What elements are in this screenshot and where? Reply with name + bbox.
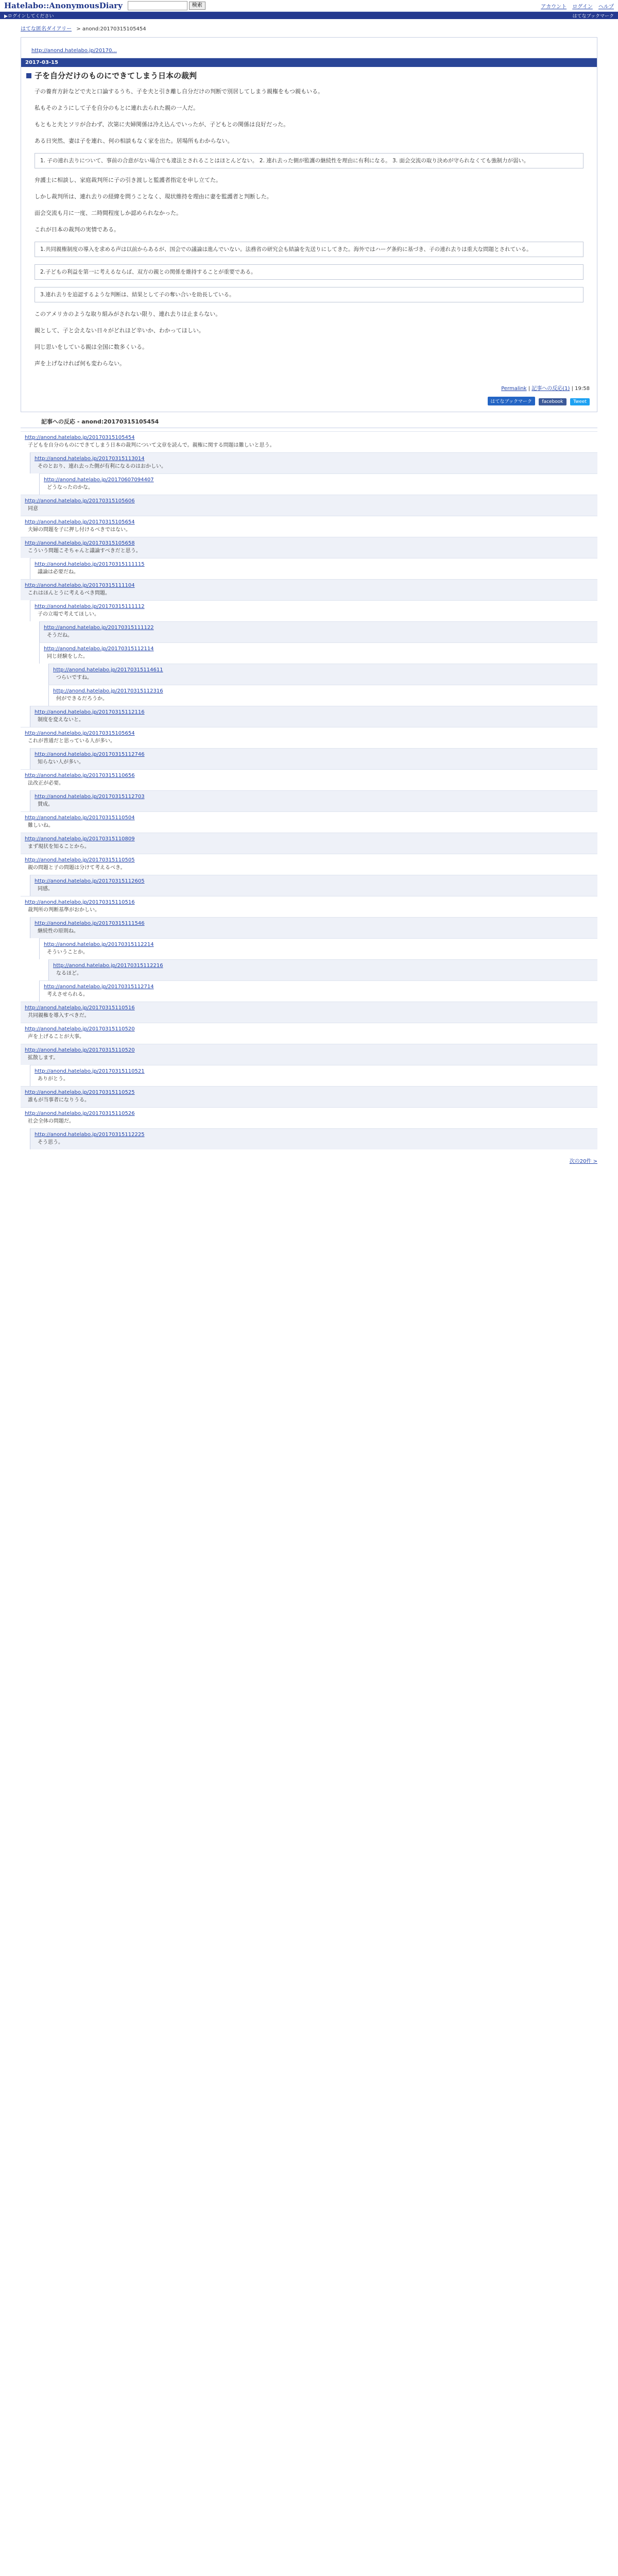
reference-url-link[interactable]: http://anond.hatelabo.jp/20170315112714 — [44, 984, 154, 990]
reference-url-link[interactable]: http://anond.hatelabo.jp/20170315112605 — [35, 878, 145, 884]
bookmark-link[interactable]: はてなブックマーク — [572, 13, 614, 19]
reference-text: これが普通だと思っている人が多い。 — [28, 738, 115, 744]
reference-text: 子どもを自分のものにできてしまう日本の裁判について文章を読んで。親権に関する問題は難しいと思う。 — [28, 443, 275, 448]
quote-box: 2.子どもの利益を第一に考えるならば、双方の親との関係を維持することが重要である。 — [35, 264, 583, 280]
reference-url-link[interactable]: http://anond.hatelabo.jp/20170315112225 — [35, 1132, 145, 1138]
reference-url-link[interactable]: http://anond.hatelabo.jp/20170607094407 — [44, 477, 154, 483]
reference-url-link[interactable]: http://anond.hatelabo.jp/20170315113014 — [35, 456, 145, 462]
reference-text: 親の問題と子の問題は分けて考えるべき。 — [28, 865, 126, 871]
reference-item — [21, 579, 597, 600]
reference-text: まず現状を知ることから。 — [28, 844, 90, 850]
reference-text: 同意 — [28, 506, 38, 512]
reference-item — [30, 452, 597, 473]
reference-item — [30, 748, 597, 769]
body-paragraph: 子の養育方針などで夫と口論するうち、子を夫と引き離し自分だけの判断で別居してしまう親権をもつ親もいる。 — [35, 88, 323, 95]
quote-box: 1.共同親権制度の導入を求める声は以前からあるが、国会での議論は進んでいない。法務省の研究会も結論を先送りにしてきた。海外ではハーグ条約に基づき、子の連れ去りは重大な問題とされている。 — [35, 242, 583, 257]
reference-text: つらいですね。 — [56, 675, 92, 681]
breadcrumb: はてな匿名ダイアリー > anond:20170315105454 — [21, 26, 146, 32]
body-paragraph: しかし裁判所は、連れ去りの経緯を問うことなく、現状維持を理由に妻を監護者と判断した。 — [35, 193, 272, 200]
closing-paragraph: 同じ思いをしている親は全国に数多くいる。 — [35, 344, 148, 350]
quote-box: 1. 子の連れ去りについて、事前の合意がない場合でも違法とされることはほとんどない。 2. 連れ去った側が監護の継続性を理由に有利になる。 3. 面会交流の取り決めが守られなくても強制力が弱い。 — [35, 153, 583, 168]
reference-item — [21, 854, 597, 875]
reference-url-link[interactable]: http://anond.hatelabo.jp/20170315112746 — [35, 752, 145, 757]
breadcrumb-current: anond:20170315105454 — [82, 26, 146, 32]
body-paragraph: もともと夫とソリが合わず、次第に夫婦関係は冷え込んでいったが、子どもとの関係は良好だった。 — [35, 121, 289, 128]
reference-url-link[interactable]: http://anond.hatelabo.jp/20170315111112 — [35, 604, 145, 609]
entry-body — [21, 83, 597, 381]
login-prompt[interactable]: ▶ログインしてください — [4, 13, 54, 19]
body-paragraph: 弁護士に相談し、家庭裁判所に子の引き渡しと監護者指定を申し立てた。 — [35, 177, 221, 183]
reference-item — [21, 495, 597, 516]
reference-item — [21, 537, 597, 558]
reference-text: 共同親権を導入すべきだ。 — [28, 1013, 90, 1019]
reference-url-link[interactable]: http://anond.hatelabo.jp/20170315112214 — [44, 942, 154, 947]
reference-item — [21, 516, 597, 537]
reference-text: そう思う。 — [38, 1140, 63, 1145]
reference-item — [39, 621, 597, 642]
reference-url-link[interactable]: http://anond.hatelabo.jp/20170315105658 — [25, 540, 135, 546]
reference-url-link[interactable]: http://anond.hatelabo.jp/20170315110526 — [25, 1111, 135, 1116]
reference-url-link[interactable]: http://anond.hatelabo.jp/20170315110520 — [25, 1026, 135, 1032]
hatena-bookmark-button[interactable]: はてなブックマーク — [488, 397, 535, 405]
reference-item — [30, 790, 597, 811]
header-links — [537, 2, 614, 10]
reference-item — [21, 769, 597, 790]
next-page-link[interactable]: 次の20件 > — [569, 1159, 597, 1164]
reference-text: 同じ経験をした。 — [47, 654, 88, 659]
reference-text: どうなったのかな。 — [47, 485, 93, 490]
reference-url-link[interactable]: http://anond.hatelabo.jp/20170315110809 — [25, 836, 135, 842]
reference-item — [30, 917, 597, 938]
reference-text: 継続性の原則ね。 — [38, 928, 79, 934]
share-buttons — [21, 396, 597, 412]
reference-text: 拡散します。 — [28, 1055, 59, 1061]
reference-url-link[interactable]: http://anond.hatelabo.jp/20170315112316 — [53, 688, 163, 694]
entry-container — [21, 37, 597, 412]
reference-item — [30, 600, 597, 621]
title-square-icon — [26, 73, 31, 78]
reference-item — [21, 1086, 597, 1107]
reference-text: 賛成。 — [38, 802, 53, 807]
tweet-button[interactable]: Tweet — [570, 398, 590, 405]
closing-paragraph: 声を上げなければ何も変わらない。 — [35, 360, 125, 367]
reference-item — [39, 642, 597, 664]
reference-item — [21, 1002, 597, 1023]
reference-url-link[interactable]: http://anond.hatelabo.jp/20170315111122 — [44, 625, 154, 631]
entry-title[interactable] — [26, 70, 592, 81]
body-paragraph: ある日突然、妻は子を連れ、何の相談もなく家を出た。居場所もわからない。 — [35, 138, 233, 144]
reference-url-link[interactable]: http://anond.hatelabo.jp/20170315110520 — [25, 1047, 135, 1053]
reference-item — [21, 727, 597, 748]
search-button[interactable]: 検索 — [189, 2, 205, 10]
reference-text: 裁判所の判断基準がおかしい。 — [28, 907, 100, 913]
reference-url-link[interactable]: http://anond.hatelabo.jp/20170315112703 — [35, 794, 145, 800]
reference-text: 誰もが当事者になりうる。 — [28, 1097, 90, 1103]
reference-url-link[interactable]: http://anond.hatelabo.jp/20170315110516 — [25, 900, 135, 905]
reference-text: 声を上げることが大事。 — [28, 1034, 84, 1040]
reference-url-link[interactable]: http://anond.hatelabo.jp/20170315110504 — [25, 815, 135, 821]
reference-item — [39, 938, 597, 959]
reference-text: こういう問題こそちゃんと議論すべきだと思う。 — [28, 548, 141, 554]
reference-url-link[interactable]: http://anond.hatelabo.jp/20170315110525 — [25, 1090, 135, 1095]
entry-time: 19:58 — [575, 386, 590, 392]
reference-item — [21, 1107, 597, 1128]
reference-text: ありがとう。 — [38, 1076, 68, 1082]
reference-url-link[interactable]: http://anond.hatelabo.jp/20170315110516 — [25, 1005, 135, 1011]
reference-item — [48, 664, 597, 685]
reference-item — [30, 875, 597, 896]
reference-item — [21, 1044, 597, 1065]
closing-paragraph: このアメリカのような取り組みがされない限り、連れ去りは止まらない。 — [35, 311, 221, 317]
reference-item — [48, 685, 597, 706]
reference-text: 社会全体の問題だ。 — [28, 1118, 74, 1124]
reference-item — [30, 558, 597, 579]
reference-url-link[interactable]: http://anond.hatelabo.jp/20170315110656 — [25, 773, 135, 778]
reference-url-link[interactable]: http://anond.hatelabo.jp/20170315111546 — [35, 921, 145, 926]
reference-text: 子の立場で考えてほしい。 — [38, 612, 99, 617]
pager — [21, 1157, 597, 1164]
closing-paragraph: 親として、子と会えない日々がどれほど辛いか、わかってほしい。 — [35, 327, 204, 334]
reference-text: なるほど。 — [56, 971, 82, 976]
sub-navigation — [0, 12, 618, 19]
reference-url-link[interactable]: http://anond.hatelabo.jp/20170315112216 — [53, 963, 163, 969]
entry-title-text: 子を自分だけのものにできてしまう日本の裁判 — [35, 71, 197, 80]
reference-url-link[interactable]: http://anond.hatelabo.jp/20170315111115 — [35, 562, 145, 567]
reference-text: 夫婦の問題を子に押し付けるべきではない。 — [28, 527, 131, 533]
search-input[interactable] — [128, 1, 187, 10]
reference-item — [48, 959, 597, 980]
reference-text: そうだね。 — [47, 633, 73, 638]
reference-item — [39, 980, 597, 1002]
reference-item — [21, 896, 597, 917]
entry-date: 2017-03-15 — [21, 58, 597, 67]
reference-item — [21, 811, 597, 833]
references-list — [21, 428, 597, 1153]
breadcrumb-home[interactable]: はてな匿名ダイアリー — [21, 26, 72, 32]
site-header — [0, 0, 618, 12]
entry-url-link[interactable]: http://anond.hatelabo.jp/20170... — [31, 48, 117, 54]
reference-url-link[interactable]: http://anond.hatelabo.jp/20170315112116 — [35, 709, 145, 715]
reference-item — [21, 833, 597, 854]
comments-link[interactable]: 記事への反応(1) — [531, 386, 570, 392]
reference-item — [30, 1065, 597, 1086]
reference-url-link[interactable]: http://anond.hatelabo.jp/20170315110505 — [25, 857, 135, 863]
help-link[interactable]: ヘルプ — [598, 4, 614, 10]
entry-url-bar — [21, 38, 597, 58]
reference-text: そのとおり、連れ去った側が有利になるのはおかしい。 — [38, 464, 166, 469]
reference-text: 何ができるだろうか。 — [56, 696, 108, 702]
reference-text: 法改正が必要。 — [28, 781, 64, 786]
references-heading: 記事への反応 - anond:20170315105454 — [21, 412, 597, 428]
entry-footer: Permalink | 記事への反応(1) | 19:58 — [501, 386, 590, 392]
reference-url-link[interactable]: http://anond.hatelabo.jp/20170315110521 — [35, 1069, 145, 1074]
reference-text: 考えさせられる。 — [47, 992, 88, 997]
reference-text: 制度を変えないと。 — [38, 717, 84, 723]
reference-text: 議論は必要だね。 — [38, 569, 79, 575]
reference-item — [39, 473, 597, 495]
body-paragraph: これが日本の裁判の実情である。 — [35, 226, 119, 233]
reference-url-link[interactable]: http://anond.hatelabo.jp/20170315111104 — [25, 583, 135, 588]
reference-text: そういうことか。 — [47, 950, 88, 955]
reference-url-link[interactable]: http://anond.hatelabo.jp/20170315105606 — [25, 498, 135, 504]
site-logo[interactable]: Hatelabo::AnonymousDiary — [4, 1, 123, 10]
reference-url-link[interactable]: http://anond.hatelabo.jp/20170315105654 — [25, 731, 135, 736]
reference-item — [21, 1023, 597, 1044]
account-link[interactable]: アカウント — [541, 4, 567, 10]
reference-url-link[interactable]: http://anond.hatelabo.jp/20170315112114 — [44, 646, 154, 652]
body-paragraph: 私もそのようにして子を自分のもとに連れ去られた親の一人だ。 — [35, 105, 199, 111]
reference-url-link[interactable]: http://anond.hatelabo.jp/20170315105454 — [25, 435, 135, 440]
reference-item — [30, 1128, 597, 1149]
reference-url-link[interactable]: http://anond.hatelabo.jp/20170315114611 — [53, 667, 163, 673]
reference-text: 難しいね。 — [28, 823, 54, 828]
permalink[interactable]: Permalink — [501, 386, 527, 392]
reference-item — [21, 431, 597, 452]
login-link[interactable]: ログイン — [572, 4, 593, 10]
reference-url-link[interactable]: http://anond.hatelabo.jp/20170315105654 — [25, 519, 135, 525]
facebook-share-button[interactable]: facebook — [539, 398, 566, 405]
reference-item — [30, 706, 597, 727]
body-paragraph: 面会交流も月に一度、二時間程度しか認められなかった。 — [35, 210, 182, 216]
quote-box: 3.連れ去りを追認するような判断は、結果として子の奪い合いを助長している。 — [35, 287, 583, 302]
reference-text: これはほんとうに考えるべき問題。 — [28, 590, 110, 596]
reference-text: 知らない人が多い。 — [38, 759, 84, 765]
reference-text: 同感。 — [38, 886, 53, 892]
